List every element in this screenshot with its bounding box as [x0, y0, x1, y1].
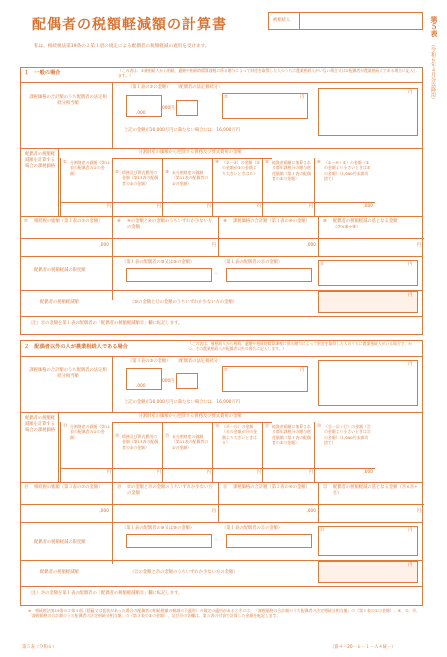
- s2-b-col-1-field[interactable]: 円: [61, 468, 113, 482]
- s2-a-note: 上記の金額が16,000万円に満たない場合には、16,000万円: [124, 400, 241, 405]
- s2-a-final-field[interactable]: [318, 360, 418, 406]
- form-number-label: 第５表: [430, 16, 438, 37]
- s1-c-col-3-field[interactable]: ,000: [219, 238, 319, 256]
- s1-c-col-2-mark: ⑧: [117, 219, 121, 224]
- s2-c-col-3-field[interactable]: ,000: [219, 504, 319, 522]
- s1-c-col-2-field[interactable]: 円: [113, 238, 219, 256]
- s1-b-col-2-field[interactable]: 円: [113, 202, 163, 216]
- s1-limit-b-field[interactable]: [226, 268, 312, 282]
- s1-c-col-1-label: 相続税の総額（第１表の⑦の金額）: [34, 219, 103, 224]
- s2-limit-b: （第１表の配偶者の⑫の金額）: [222, 526, 283, 531]
- s1-a-note: 上記の金額が16,000万円に満たない場合には、16,000万円: [124, 128, 241, 133]
- s2-c-col-3-mark: ㉑: [223, 485, 228, 490]
- s2-amount-field[interactable]: [318, 561, 418, 583]
- s1-b-col-6-label: （①－④＋⑤）の金額（⑤の金額より小さいときは⑤の金額）（1,000円未満切捨て）: [324, 160, 371, 181]
- s1-c-col-4-label: 配偶者の税額軽減の基となる金額（⑦×⑧÷⑨）: [333, 219, 398, 230]
- s2-b-col-3-label: 未分割財産の価額（第11表の配偶者の②の金額）: [172, 434, 209, 450]
- s2-limit-b-field[interactable]: [226, 534, 312, 548]
- s1-b-col-1-mark: ①: [63, 160, 67, 165]
- s1-statutory-share-label: 課税価格の合計額のうち配偶者の法定相続分相当額: [29, 95, 107, 106]
- s1-taxable-value-label: 配偶者の税額軽減額を計算する場合の課税価格: [24, 152, 56, 169]
- footer-left: 第５表（令和６）: [22, 645, 57, 650]
- s1-a-head2: 〔配偶者の法定相続分〕: [175, 85, 223, 90]
- s2-b-col-3-field[interactable]: 円: [163, 468, 213, 482]
- s1-b-col-4-field[interactable]: 円: [213, 202, 263, 216]
- s2-b-col-6-mark: ⑱: [317, 424, 322, 429]
- s1-b-col-2-mark: ②: [115, 170, 119, 175]
- s2-b-col-5-mark: ⑰: [265, 424, 270, 429]
- s2-b-group: 分割財産の価額から控除する債務及び葬式費用の金額: [138, 414, 242, 419]
- s2-c-col-1-label: 相続税の総額（第３表の⑦の金額）: [34, 485, 103, 490]
- decedent-name-label: 被相続人: [273, 18, 291, 23]
- s2-b-col-4-label: （⑭－⑮）の金額（⑮の金額が⑭の金額より大きいときは０）: [222, 424, 258, 445]
- s2-b-col-4-mark: ⑯: [215, 424, 220, 429]
- s2-c-col-4-field[interactable]: 円: [319, 504, 424, 522]
- s1-limit-a: （第１表の配偶者の⑨又は⑩の金額）: [122, 260, 195, 265]
- s1-a-mark: ⑦: [224, 95, 228, 100]
- s1-b-col-5-mark: ⑤: [265, 160, 269, 165]
- s1-c-col-3-label: 課税価格の合計額（第１表の④の金額）: [233, 219, 310, 224]
- s1-limit-label: 配偶者の税額軽減の限度額: [34, 268, 86, 273]
- s2-c-col-2-label: ⑦の金額と⑱の金額のうちいずれか少ない方の金額: [127, 485, 213, 496]
- section-1-note: （この表は、①被相続人から相続、遺贈や相続時精算課税に係る贈与によって財産を取得した人のうちに農業相続人がいない場合又は②配偶者が農業相続人である場合に記入します。）: [118, 68, 418, 79]
- s1-b-col-3-field[interactable]: 円: [163, 202, 213, 216]
- s1-a-result-field[interactable]: [222, 93, 308, 119]
- s1-b-group: 分割財産の価額から控除する債務及び葬式費用の金額: [138, 150, 242, 155]
- s2-b-col-6-label: （⑬－⑯＋⑰）の金額（⑰の金額より小さいときは⑰の金額）（1,000円未満切捨て）: [324, 424, 371, 445]
- s2-amount-label: 配偶者の税額軽減額: [40, 570, 79, 575]
- s2-c-col-4-label: 配偶者の税額軽減の基となる金額（⑲×⑳÷㉑）: [333, 485, 418, 496]
- s2-c-col-2-field[interactable]: 円: [113, 504, 219, 522]
- s1-b-col-5-label: 純資産価額に加算される暦年課税分の贈与財産価額（第１表の配偶者の⑤の金額）: [272, 160, 311, 181]
- section-2-title: ２ 配偶者以外の人が農業相続人である場合: [24, 344, 128, 350]
- s1-limit-result-field[interactable]: [318, 260, 418, 286]
- s2-statutory-share-label: 課税価格の合計額のうち配偶者の法定相続分相当額: [29, 368, 107, 379]
- s2-statutory-share-field[interactable]: [176, 373, 198, 389]
- s2-b-col-3-mark: ⑮: [165, 434, 170, 439]
- s2-c-col-4-mark: ㉒: [323, 485, 328, 490]
- footer-right: （資４－20－６－１－Ａ４統一）: [330, 645, 396, 650]
- s1-b-col-4-mark: ④: [215, 160, 219, 165]
- s1-c-col-2-label: ④の金額と⑥の金額のうちいずれか少ない方の金額: [127, 219, 213, 230]
- s2-b-col-2-field[interactable]: 円: [113, 468, 163, 482]
- s1-a-head: （第１表の①の金額）: [128, 85, 171, 90]
- s1-c-col-4-field[interactable]: 円: [319, 238, 424, 256]
- s1-statutory-share-field[interactable]: [176, 100, 198, 116]
- s1-b-col-6-mark: ⑥: [317, 160, 321, 165]
- s1-b-col-3-mark: ③: [165, 170, 169, 175]
- s2-a-result-field[interactable]: [222, 366, 308, 392]
- s2-a-head2: 〔配偶者の法定相続分〕: [175, 359, 223, 364]
- s2-amount-txt: （㉒の金額と㉓の金額のうちいずれか少ない方の金額）: [130, 570, 238, 575]
- s1-b-col-1-field[interactable]: 円: [61, 202, 113, 216]
- section-1-title: １ 一般の場合: [24, 70, 61, 76]
- s2-b-col-5-label: 純資産価額に加算される暦年課税分の贈与財産価額（第１表の配偶者の⑤の金額）: [272, 424, 311, 445]
- s1-limit-b: （第１表の配偶者の⑫の金額）: [222, 260, 283, 265]
- s1-c-col-4-mark: ⑩: [323, 219, 327, 224]
- s2-a-head: （第３表の⑤の金額）: [128, 359, 171, 364]
- decedent-name-box: [268, 12, 423, 30]
- s1-amount-label: 配偶者の税額軽減額: [40, 300, 79, 305]
- s2-limit-result-field[interactable]: [318, 526, 418, 556]
- s1-c-col-1-field[interactable]: ,000: [20, 238, 112, 256]
- s1-b-col-3-label: 未分割財産の価額（第11表の配偶者の②の金額）: [172, 170, 209, 186]
- s1-footnote: （注）⑪の金額を第１表の配偶者の「配偶者の税額軽減額⑫」欄に転記します。: [28, 321, 183, 326]
- s1-b-col-6-field[interactable]: ,000: [315, 202, 375, 216]
- s1-amount-txt: （⑩の金額と⑪の金額のうちいずれか少ない方の金額）: [130, 300, 237, 305]
- s1-c-col-3-mark: ⑨: [223, 219, 227, 224]
- s1-c-col-1-mark: ⑦: [24, 219, 28, 224]
- s1-a-final-field[interactable]: [318, 88, 418, 136]
- form-version-note: （令和６年４月分以降用）: [430, 42, 436, 102]
- s2-c-col-1-mark: ⑲: [24, 485, 29, 490]
- s2-b-col-1-mark: ⑬: [63, 424, 68, 429]
- s2-c-col-3-label: 課税価格の合計額（第３表の④の金額）: [233, 485, 310, 490]
- s2-b-col-4-field[interactable]: 円: [213, 468, 263, 482]
- s1-b-col-1-label: 分割財産の価額（第11表の配偶者の①の金額）: [70, 160, 110, 176]
- s2-limit-a-field[interactable]: [126, 534, 212, 548]
- s1-limit-a-field[interactable]: [126, 268, 212, 282]
- s2-c-col-2-mark: ⑳: [117, 485, 122, 490]
- section-2-note: （この表は、被相続人から相続、遺贈や相続時精算課税に係る贈与によって財産を取得した人のうちに農業相続人がいる場合で、かつ、その農業相続人が配偶者以外の場合に記入します。）: [188, 341, 412, 352]
- s2-b-col-5-field[interactable]: 円: [263, 468, 315, 482]
- s2-footnote: （注）㉔の金額を第１表の配偶者の「配偶者の税額軽減額⑫」欄に転記します。: [28, 591, 183, 596]
- bottom-note: ※ 相続税法第19条の２第５項（隠蔽又は仮装があった場合の配偶者の相続税額の軽減の不適用）の規定の適用があるときには、「課税価格の合計額のうち配偶者の法定相続分相当額」の（第１表の①の金額）、⑥、⑦、⑱、「課税価格の合計額のうち配偶者の法定相続分相当額」の（第３表の⑤の金額）、及び⑲の各欄は、第５表の付表で計算した金額を転記します。: [28, 608, 421, 619]
- s1-b-col-5-field[interactable]: 円: [263, 202, 315, 216]
- s2-b-col-2-label: 債務及び葬式費用の金額（第13表の配偶者の③の金額）: [122, 434, 159, 450]
- s2-limit-label: 配偶者の税額軽減の限度額: [34, 540, 86, 545]
- intro-text: 私は、相続税法第19条の２第１項の規定による配偶者の税額軽減の適用を受けます。: [34, 44, 210, 49]
- s1-b-col-2-label: 債務及び葬式費用の金額（第13表の配偶者の③の金額）: [122, 170, 159, 186]
- s2-b-col-1-label: 分割財産の価額（第11表の配偶者の①の金額）: [70, 424, 110, 440]
- s2-b-col-2-mark: ⑭: [115, 434, 120, 439]
- s2-c-col-1-field[interactable]: ,000: [20, 504, 112, 522]
- s1-amount-field[interactable]: [318, 291, 418, 313]
- s2-taxable-value-label: 配偶者の税額軽減額を計算する場合の課税価格: [24, 416, 56, 433]
- s1-b-col-4-label: （②－③）の金額（③の金額が②の金額より大きいときは０）: [222, 160, 260, 176]
- decedent-name-field[interactable]: [301, 14, 421, 28]
- s2-b-col-6-field[interactable]: ,000: [315, 468, 375, 482]
- s2-limit-a: （第１表の配偶者の⑨又は⑩の金額）: [122, 526, 195, 531]
- page-title: 配偶者の税額軽減額の計算書: [32, 17, 227, 33]
